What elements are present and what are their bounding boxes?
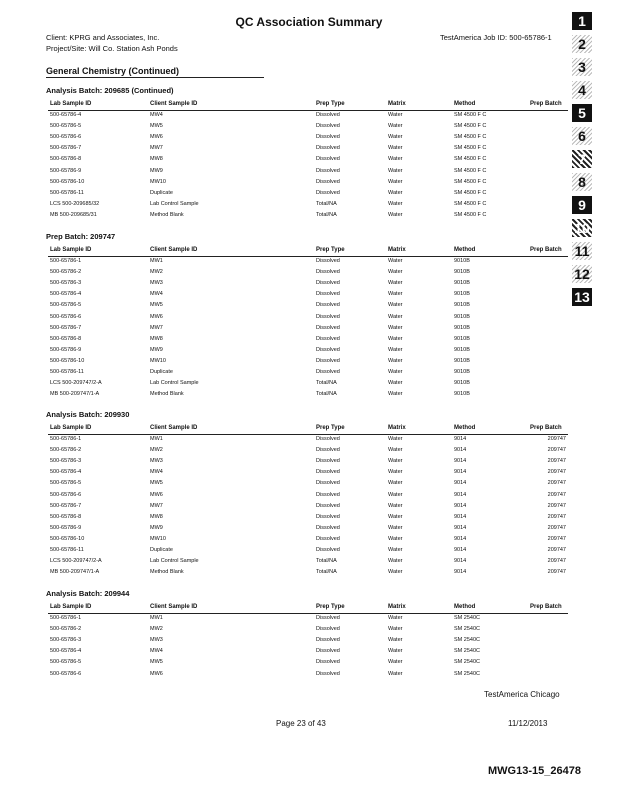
table-cell: 500-65786-9 [50,524,82,531]
table-cell: 209747 [547,513,566,520]
column-header: Lab Sample ID [50,247,92,253]
table-cell: Water [388,167,403,174]
table-cell: 500-65786-1 [50,436,82,442]
table-cell: 9014 [454,569,467,576]
table-cell: MW10 [150,178,166,185]
table-cell: 500-65786-2 [50,269,82,276]
table-cell: Water [388,145,403,152]
table-cell: Water [388,615,403,621]
column-header: Method [454,101,476,107]
table-cell: 9010B [454,269,470,276]
table-cell: Water [388,211,403,218]
table-cell: Water [388,626,403,633]
column-header: Client Sample ID [150,425,198,431]
table-cell: Dissolved [316,491,340,498]
table-cell: SM 4500 F C [454,123,487,130]
job-id-line: TestAmerica Job ID: 500-65786-1 [440,33,552,42]
table-cell: MW5 [150,123,163,130]
table-cell: 500-65786-6 [50,313,82,320]
table-cell: Water [388,447,403,454]
table-cell: 500-65786-11 [50,369,84,375]
table-cell: 9014 [454,513,467,520]
table-cell: Method Blank [150,391,184,398]
table-cell: MW3 [150,637,163,644]
table-cell: Water [388,112,403,118]
table-cell: Water [388,458,403,465]
table-cell: Total/NA [316,391,337,398]
section-tab[interactable]: 12 [572,265,592,283]
table-cell: Dissolved [316,626,340,633]
table-cell: MW4 [150,291,163,298]
table-cell: SM 2540C [454,659,480,666]
table-cell: Water [388,269,403,276]
table-cell: Dissolved [316,469,340,476]
section-tab[interactable]: 11 [572,242,592,260]
table-cell: 9014 [454,491,467,498]
table-cell: 500-65786-6 [50,670,82,677]
table-cell: 9010B [454,313,470,320]
table-cell: 500-65786-9 [50,167,82,174]
table-cell: Dissolved [316,280,340,287]
table-cell: 500-65786-4 [50,112,82,118]
table-cell: SM 4500 F C [454,145,487,152]
table-cell: MW2 [150,269,163,276]
table-cell: 9010B [454,369,470,375]
column-header: Prep Type [316,101,345,107]
batch-title: Analysis Batch: 209944 [46,589,130,598]
batch-title: Prep Batch: 209747 [46,232,116,241]
table-cell: Water [388,648,403,655]
table-cell: Water [388,524,403,531]
table-cell: SM 4500 F C [454,167,487,174]
table-cell: Dissolved [316,313,340,320]
table-cell: 209747 [547,524,566,531]
table-cell: MB 500-209685/31 [50,211,97,218]
table-cell: SM 4500 F C [454,112,487,118]
table-cell: MW1 [150,615,163,621]
header-rule [48,613,568,614]
table-cell: Water [388,324,403,331]
table-cell: Water [388,535,403,542]
table-cell: SM 4500 F C [454,156,487,163]
column-header: Matrix [388,247,406,253]
footer-date: 11/12/2013 [508,719,548,728]
table-cell: Dissolved [316,302,340,309]
table-cell: Water [388,189,403,196]
table-cell: Dissolved [316,648,340,655]
table-cell: 500-65786-6 [50,134,82,141]
table-cell: 500-65786-4 [50,291,82,298]
table-cell: Dissolved [316,269,340,276]
table-cell: MW5 [150,302,163,309]
table-cell: 9014 [454,480,467,487]
table-cell: SM 4500 F C [454,211,487,218]
table-cell: Dissolved [316,659,340,666]
table-cell: Dissolved [316,480,340,487]
section-tab[interactable]: 4 [572,81,592,99]
table-cell: 9014 [454,469,467,476]
table-cell: Dissolved [316,447,340,454]
table-cell: 9014 [454,535,467,542]
table-cell: MW8 [150,156,163,163]
table-cell: 500-65786-5 [50,659,82,666]
client-line: Client: KPRG and Associates, Inc. [46,33,160,42]
table-cell: 500-65786-2 [50,447,82,454]
section-tab[interactable]: 1 [572,12,592,30]
table-cell: MW4 [150,648,163,655]
table-cell: MW8 [150,513,163,520]
table-cell: Duplicate [150,189,173,196]
column-header: Prep Batch [530,604,562,610]
section-tab[interactable]: 10 [572,219,592,237]
table-cell: Method Blank [150,211,184,218]
column-header: Matrix [388,604,406,610]
batch-title: Analysis Batch: 209930 [46,410,130,419]
table-cell: 209747 [547,569,566,576]
table-cell: Dissolved [316,357,340,364]
table-cell: Total/NA [316,380,337,387]
column-header: Prep Type [316,604,345,610]
table-cell: Dissolved [316,335,340,342]
table-cell: MW1 [150,258,163,264]
header-rule [48,256,568,257]
table-cell: 9010B [454,380,470,387]
table-cell: 500-65786-5 [50,123,82,130]
column-header: Matrix [388,425,406,431]
table-cell: Total/NA [316,200,337,207]
column-header: Method [454,247,476,253]
table-cell: 500-65786-1 [50,615,82,621]
table-cell: Water [388,258,403,264]
column-header: Matrix [388,101,406,107]
table-cell: Dissolved [316,513,340,520]
table-cell: Water [388,547,403,553]
table-cell: Dissolved [316,156,340,163]
table-cell: Total/NA [316,569,337,576]
table-cell: 500-65786-3 [50,280,82,287]
table-cell: Water [388,637,403,644]
table-cell: Water [388,346,403,353]
table-cell: Lab Control Sample [150,380,199,387]
column-header: Client Sample ID [150,101,198,107]
table-cell: Water [388,380,403,387]
table-cell: Dissolved [316,189,340,196]
table-cell: MW9 [150,524,163,531]
table-cell: MB 500-209747/1-A [50,569,100,576]
table-cell: Water [388,670,403,677]
table-cell: Dissolved [316,178,340,185]
table-cell: Duplicate [150,547,173,553]
table-cell: 209747 [547,491,566,498]
table-cell: 209747 [547,502,566,509]
table-cell: 500-65786-10 [50,178,85,185]
table-cell: Water [388,156,403,163]
column-header: Prep Batch [530,101,562,107]
section-tab[interactable]: 8 [572,173,592,191]
table-cell: Water [388,123,403,130]
table-cell: Dissolved [316,369,340,375]
table-cell: SM 2540C [454,615,480,621]
section-tab[interactable]: 13 [572,288,592,306]
table-cell: MW4 [150,469,163,476]
table-cell: SM 4500 F C [454,178,487,185]
project-line: Project/Site: Will Co. Station Ash Ponds [46,44,178,53]
section-tab[interactable]: 3 [572,58,592,76]
table-cell: 500-65786-8 [50,513,82,520]
table-cell: MW2 [150,626,163,633]
table-cell: 500-65786-5 [50,302,82,309]
table-cell: 500-65786-8 [50,335,82,342]
column-header: Lab Sample ID [50,604,92,610]
table-cell: MW1 [150,436,163,442]
section-tab[interactable]: 6 [572,127,592,145]
table-cell: MW6 [150,313,163,320]
section-title: General Chemistry (Continued) [46,66,180,76]
table-cell: 9014 [454,547,467,553]
table-cell: MW3 [150,280,163,287]
document-id: MWG13-15_26478 [488,765,581,777]
table-cell: 9014 [454,436,467,442]
table-cell: Total/NA [316,211,337,218]
table-cell: Water [388,335,403,342]
table-cell: 9014 [454,458,467,465]
table-cell: Water [388,369,403,375]
table-cell: MW8 [150,335,163,342]
table-cell: Water [388,502,403,509]
table-cell: 500-65786-3 [50,637,82,644]
section-tab[interactable]: 7 [572,150,592,168]
column-header: Lab Sample ID [50,101,92,107]
table-cell: 500-65786-10 [50,357,85,364]
section-tab[interactable]: 9 [572,196,592,214]
table-cell: 500-65786-3 [50,458,82,465]
table-cell: SM 2540C [454,648,480,655]
table-cell: Dissolved [316,502,340,509]
table-cell: 209747 [547,458,566,465]
table-cell: Water [388,569,403,576]
table-cell: 209747 [547,469,566,476]
table-cell: MW4 [150,112,163,118]
table-cell: Water [388,558,403,565]
table-cell: SM 4500 F C [454,189,487,196]
table-cell: Dissolved [316,123,340,130]
table-cell: Water [388,480,403,487]
table-cell: Dissolved [316,167,340,174]
table-cell: Dissolved [316,458,340,465]
table-cell: 500-65786-7 [50,502,82,509]
table-cell: MW9 [150,167,163,174]
table-cell: Dissolved [316,670,340,677]
table-cell: Water [388,357,403,364]
table-cell: 9014 [454,558,467,565]
table-cell: Dissolved [316,346,340,353]
table-cell: 500-65786-2 [50,626,82,633]
table-cell: 500-65786-11 [50,547,84,553]
table-cell: Method Blank [150,569,184,576]
table-cell: Lab Control Sample [150,558,199,565]
column-header: Prep Batch [530,247,562,253]
table-cell: 500-65786-7 [50,145,82,152]
table-cell: Dissolved [316,134,340,141]
table-cell: Water [388,469,403,476]
column-header: Method [454,604,476,610]
section-tab[interactable]: 2 [572,35,592,53]
table-cell: MW5 [150,480,163,487]
table-cell: Water [388,134,403,141]
table-cell: 209747 [547,558,566,565]
table-cell: Water [388,280,403,287]
table-cell: Duplicate [150,369,173,375]
table-cell: Water [388,178,403,185]
table-cell: MW6 [150,134,163,141]
table-cell: Dissolved [316,547,340,553]
table-cell: Water [388,302,403,309]
table-cell: SM 2540C [454,626,480,633]
table-cell: 209747 [547,480,566,487]
column-header: Prep Type [316,425,345,431]
table-cell: Water [388,313,403,320]
table-cell: 9010B [454,335,470,342]
table-cell: SM 4500 F C [454,134,487,141]
page-title: QC Association Summary [235,15,383,29]
table-cell: Water [388,513,403,520]
table-cell: Dissolved [316,291,340,298]
table-cell: 9010B [454,324,470,331]
footer-page: Page 23 of 43 [276,719,326,728]
table-cell: Dissolved [316,145,340,152]
table-cell: MW5 [150,659,163,666]
header-rule [48,110,568,111]
table-cell: MW10 [150,535,166,542]
table-cell: SM 4500 F C [454,200,487,207]
table-cell: LCS 500-209747/2-A [50,380,102,387]
footer-company: TestAmerica Chicago [484,690,560,699]
table-cell: 209747 [547,547,566,553]
column-header: Client Sample ID [150,604,198,610]
table-cell: MB 500-209747/1-A [50,391,100,398]
table-cell: LCS 500-209685/32 [50,200,100,207]
table-cell: MW2 [150,447,163,454]
table-cell: Water [388,659,403,666]
table-cell: Dissolved [316,637,340,644]
table-cell: MW7 [150,502,163,509]
table-cell: SM 2540C [454,670,480,677]
section-tab[interactable]: 5 [572,104,592,122]
table-cell: 500-65786-8 [50,156,82,163]
table-cell: Dissolved [316,112,340,118]
column-header: Client Sample ID [150,247,198,253]
column-header: Method [454,425,476,431]
table-cell: SM 2540C [454,637,480,644]
table-cell: 9010B [454,280,470,287]
table-cell: 9010B [454,346,470,353]
table-cell: 9014 [454,447,467,454]
table-cell: 500-65786-9 [50,346,82,353]
table-cell: 500-65786-1 [50,258,82,264]
table-cell: Lab Control Sample [150,200,199,207]
table-cell: Water [388,491,403,498]
table-cell: MW7 [150,324,163,331]
table-cell: Water [388,291,403,298]
table-cell: MW10 [150,357,166,364]
table-cell: MW6 [150,670,163,677]
table-cell: Water [388,200,403,207]
section-rule [46,77,264,78]
table-cell: MW7 [150,145,163,152]
table-cell: Total/NA [316,558,337,565]
table-cell: Dissolved [316,615,340,621]
table-cell: 9014 [454,502,467,509]
table-cell: Water [388,436,403,442]
column-header: Lab Sample ID [50,425,92,431]
table-cell: 9010B [454,391,470,398]
table-cell: MW6 [150,491,163,498]
header-rule [48,434,568,435]
table-cell: Water [388,391,403,398]
table-cell: 500-65786-5 [50,480,82,487]
table-cell: 209747 [547,447,566,454]
batch-title: Analysis Batch: 209685 (Continued) [46,86,174,95]
table-cell: 500-65786-7 [50,324,82,331]
table-cell: 9010B [454,291,470,298]
table-cell: 500-65786-6 [50,491,82,498]
table-cell: MW3 [150,458,163,465]
table-cell: 9010B [454,357,470,364]
table-cell: 500-65786-4 [50,469,82,476]
table-cell: Dissolved [316,324,340,331]
table-cell: Dissolved [316,258,340,264]
table-cell: 500-65786-4 [50,648,82,655]
table-cell: 209747 [547,436,566,442]
table-cell: 9010B [454,302,470,309]
table-cell: Dissolved [316,436,340,442]
table-cell: Dissolved [316,524,340,531]
table-cell: 500-65786-10 [50,535,85,542]
column-header: Prep Batch [530,425,562,431]
column-header: Prep Type [316,247,345,253]
table-cell: 500-65786-11 [50,189,84,196]
table-cell: 9010B [454,258,470,264]
table-cell: 209747 [547,535,566,542]
table-cell: 9014 [454,524,467,531]
table-cell: LCS 500-209747/2-A [50,558,102,565]
table-cell: Dissolved [316,535,340,542]
table-cell: MW9 [150,346,163,353]
